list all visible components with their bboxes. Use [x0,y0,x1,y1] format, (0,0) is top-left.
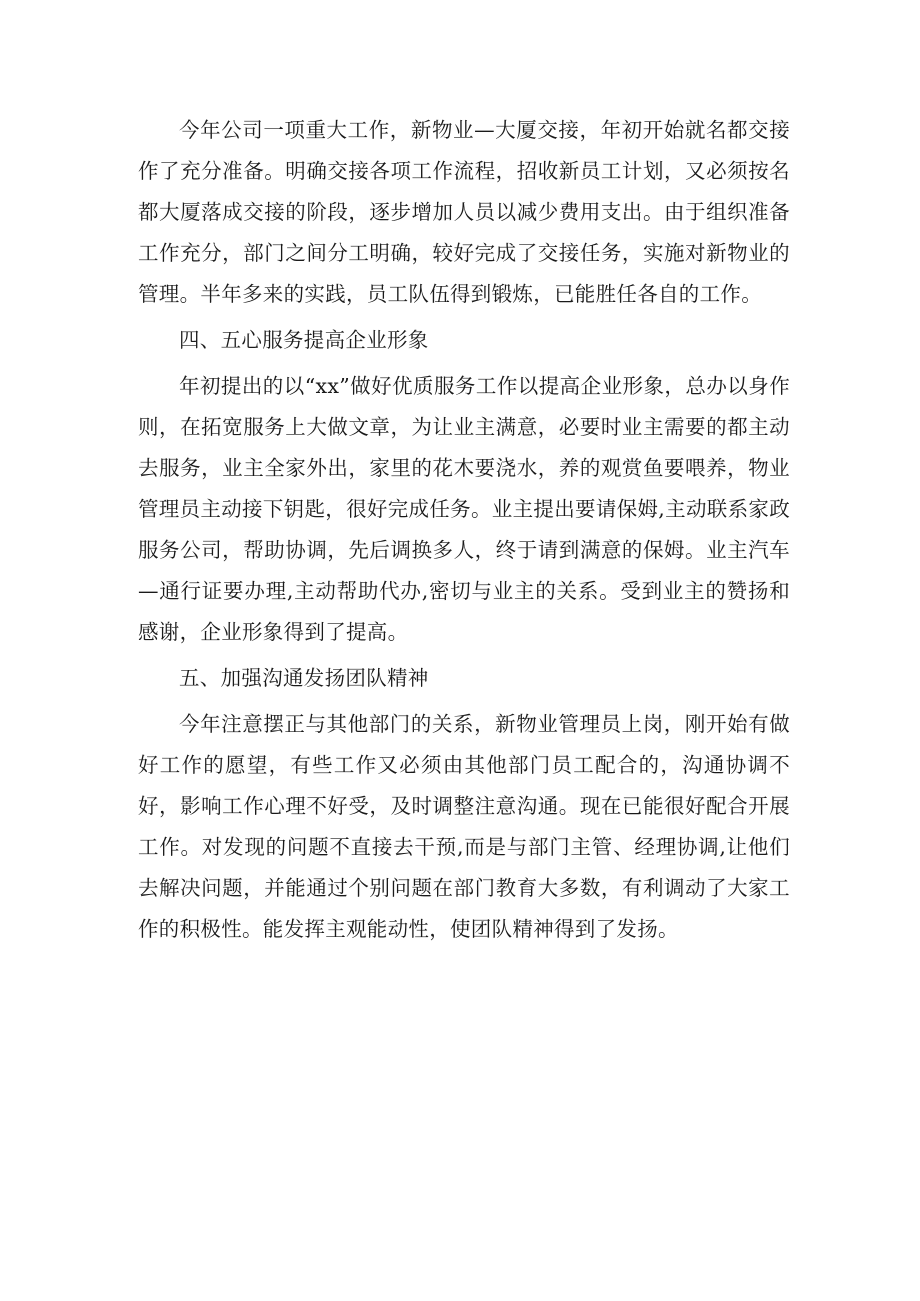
paragraph-teamwork: 今年注意摆正与其他部门的关系，新物业管理员上岗，刚开始有做好工作的愿望，有些工作又必须由其他部门员工配合的，沟通协调不好，影响工作心理不好受，及时调整注意沟通。现在已能很好配合开展工作。对发现的问题不直接去干预,而是与部门主管、经理协调,让他们去解决问题，并能通过个别问题在部门教育大多数，有利调动了大家工作的积极性。能发挥主观能动性，使团队精神得到了发扬。 [138,712,790,941]
paragraph-handover: 今年公司一项重大工作，新物业—大厦交接，年初开始就名都交接作了充分准备。明确交接各项工作流程，招收新员工计划，又必须按名都大厦落成交接的阶段，逐步增加人员以减少费用支出。由于组织准备工作充分，部门之间分工明确，较好完成了交接任务，实施对新物业的管理。半年多来的实践，员工队伍得到锻炼，已能胜任各自的工作。 [138,118,790,306]
section-heading-five: 五、加强沟通发扬团队精神 [179,666,429,690]
section-heading-four: 四、五心服务提高企业形象 [179,328,429,352]
document-body [138,110,790,955]
paragraph-service: 年初提出的以“xx”做好优质服务工作以提高企业形象，总办以身作则，在拓宽服务上大做文章，为让业主满意，必要时业主需要的都主动去服务，业主全家外出，家里的花木要浇水，养的观赏鱼要喂养，物业管理员主动接下钥匙，很好完成任务。业主提出要请保姆,主动联系家政服务公司，帮助协调，先后调换多人，终于请到满意的保姆。业主汽车—通行证要办理,主动帮助代办,密切与业主的关系。受到业主的赞扬和感谢，企业形象得到了提高。 [138,374,790,644]
